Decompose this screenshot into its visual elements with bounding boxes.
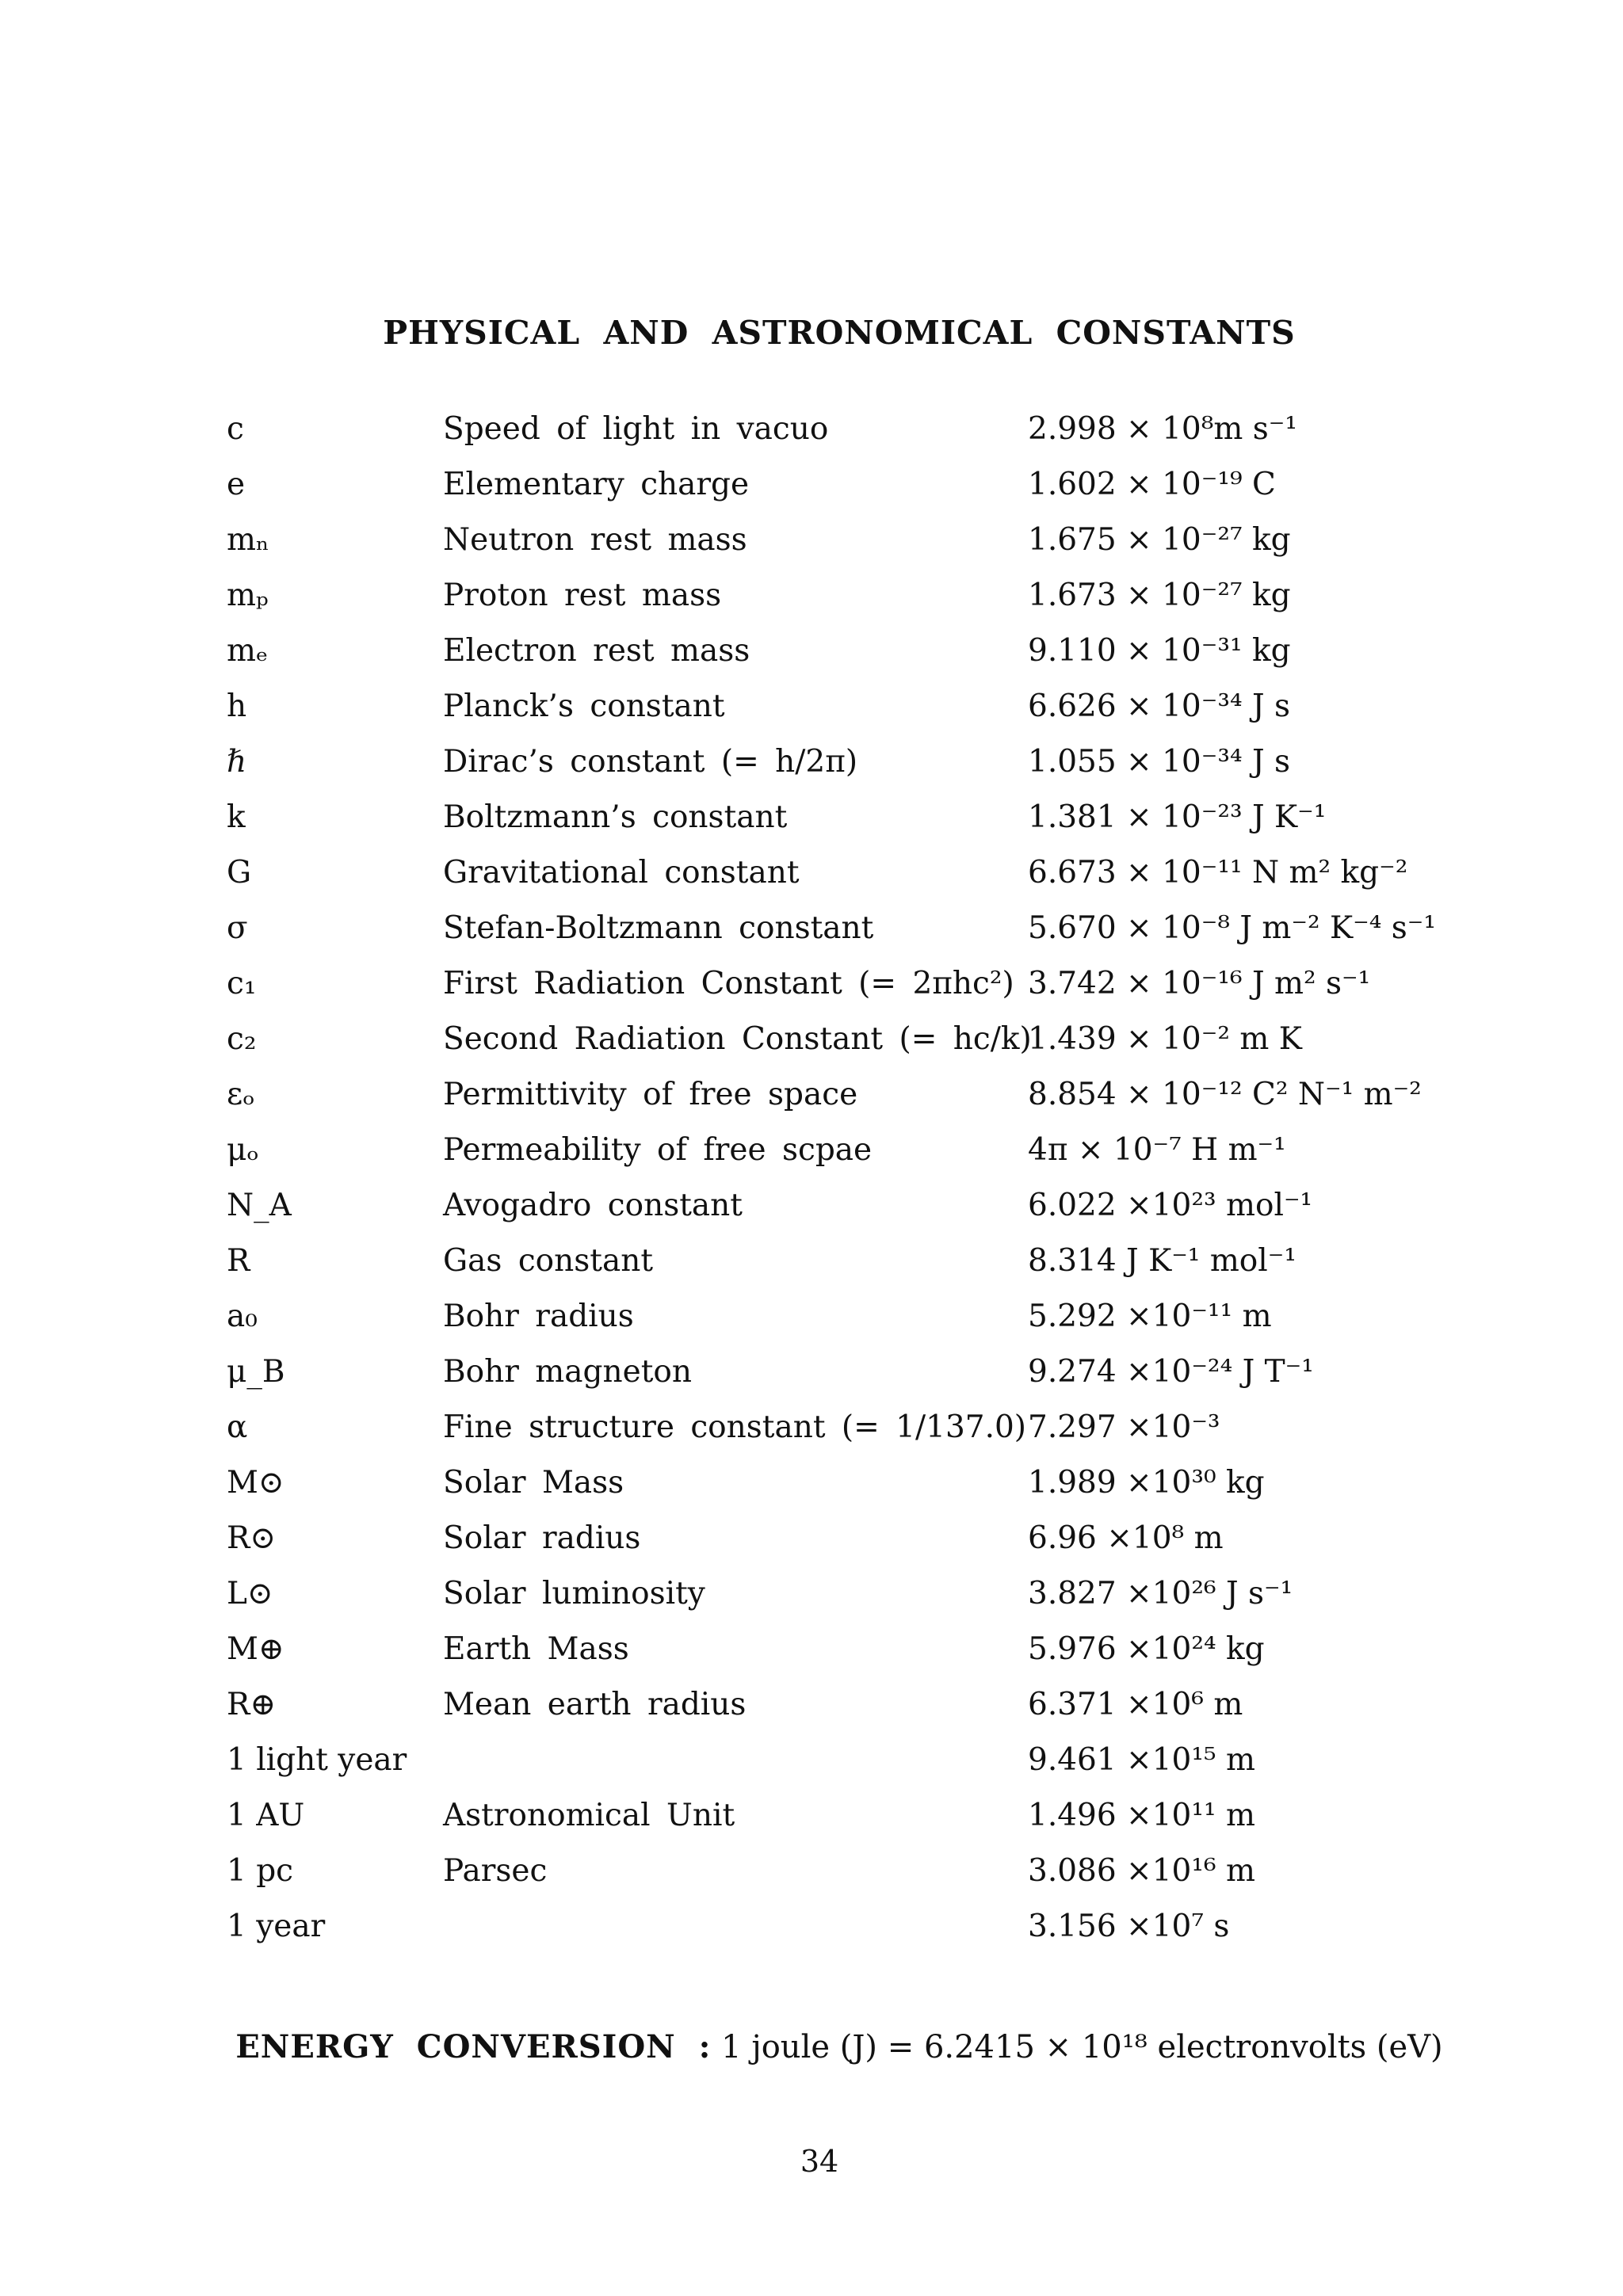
constant-symbol: 1 year <box>227 1909 326 1944</box>
table-row <box>227 1131 1439 1187</box>
constant-value: 5.976 ×10²⁴ kg <box>1028 1631 1265 1667</box>
constant-description: Bohr radius <box>443 1299 634 1334</box>
constant-value: 8.314 J K⁻¹ mol⁻¹ <box>1028 1243 1296 1279</box>
table-row <box>227 1741 1439 1797</box>
table-row <box>227 854 1439 910</box>
table-row <box>227 1852 1439 1908</box>
constant-symbol: mₑ <box>227 633 269 669</box>
table-row <box>227 1908 1439 1963</box>
constant-description: Earth Mass <box>443 1631 629 1667</box>
constant-description: Bohr magneton <box>443 1354 692 1390</box>
table-row <box>227 1464 1439 1520</box>
table-row <box>227 688 1439 743</box>
constant-symbol: 1 AU <box>227 1798 305 1833</box>
table-row <box>227 1520 1439 1575</box>
table-row <box>227 1353 1439 1409</box>
constant-value: 1.439 × 10⁻² m K <box>1028 1021 1302 1057</box>
constant-value: 1.496 ×10¹¹ m <box>1028 1798 1255 1833</box>
constant-symbol: N_A <box>227 1188 292 1223</box>
page-title: PHYSICAL AND ASTRONOMICAL CONSTANTS <box>383 314 1296 352</box>
constant-description: Permittivity of free space <box>443 1077 858 1112</box>
constant-description: Electron rest mass <box>443 633 750 669</box>
table-row <box>227 743 1439 799</box>
constant-symbol: e <box>227 467 246 502</box>
constant-description: Mean earth radius <box>443 1687 747 1722</box>
constant-value: 6.371 ×10⁶ m <box>1028 1687 1243 1722</box>
constant-symbol: M⊙ <box>227 1465 285 1501</box>
energy-conversion-label: ENERGY CONVERSION : <box>235 2028 712 2065</box>
constant-symbol: c₁ <box>227 966 257 1001</box>
constant-symbol: G <box>227 855 252 891</box>
constant-description: Solar luminosity <box>443 1576 705 1611</box>
constant-description: Speed of light in vacuo <box>443 411 829 447</box>
constant-value: 7.297 ×10⁻³ <box>1028 1409 1220 1445</box>
table-row <box>227 577 1439 632</box>
table-row <box>227 1409 1439 1464</box>
constant-description: Planck’s constant <box>443 688 725 724</box>
constant-description: Boltzmann’s constant <box>443 799 788 835</box>
constant-symbol: c₂ <box>227 1021 257 1057</box>
constant-symbol: μ_B <box>227 1354 285 1390</box>
constant-description: Gas constant <box>443 1243 653 1279</box>
constant-description: Proton rest mass <box>443 578 722 613</box>
constant-description: Permeability of free scpae <box>443 1132 873 1168</box>
table-row <box>227 910 1439 965</box>
table-row <box>227 965 1439 1020</box>
table-row <box>227 1187 1439 1242</box>
constant-description: Stefan-Boltzmann constant <box>443 910 874 946</box>
constant-description: Neutron rest mass <box>443 522 747 558</box>
constant-symbol: h <box>227 688 247 724</box>
constant-description: Elementary charge <box>443 467 750 502</box>
constant-symbol: R⊙ <box>227 1520 277 1556</box>
constant-value: 1.602 × 10⁻¹⁹ C <box>1028 467 1276 502</box>
constant-value: 5.292 ×10⁻¹¹ m <box>1028 1299 1272 1334</box>
constant-value: 2.998 × 10⁸m s⁻¹ <box>1028 411 1297 447</box>
constant-symbol: σ <box>227 910 248 946</box>
constant-symbol: εₒ <box>227 1077 255 1112</box>
constant-description: Parsec <box>443 1853 548 1889</box>
constant-symbol: 1 light year <box>227 1742 407 1778</box>
constant-value: 1.989 ×10³⁰ kg <box>1028 1465 1265 1501</box>
constant-symbol: α <box>227 1409 248 1445</box>
constant-symbol: 1 pc <box>227 1853 294 1889</box>
constant-value: 9.274 ×10⁻²⁴ J T⁻¹ <box>1028 1354 1314 1390</box>
table-row <box>227 1020 1439 1076</box>
constant-description: Dirac’s constant (= h/2π) <box>443 744 858 780</box>
table-row <box>227 1298 1439 1353</box>
constant-description: Solar radius <box>443 1520 641 1556</box>
constant-symbol: μₒ <box>227 1132 259 1168</box>
table-row <box>227 1076 1439 1131</box>
constant-value: 3.086 ×10¹⁶ m <box>1028 1853 1255 1889</box>
table-row <box>227 410 1439 466</box>
constant-description: Astronomical Unit <box>443 1798 735 1833</box>
constant-value: 3.827 ×10²⁶ J s⁻¹ <box>1028 1576 1293 1611</box>
constant-value: 4π × 10⁻⁷ H m⁻¹ <box>1028 1132 1286 1168</box>
table-row <box>227 799 1439 854</box>
table-row <box>227 466 1439 521</box>
constant-value: 9.110 × 10⁻³¹ kg <box>1028 633 1291 669</box>
constant-value: 6.673 × 10⁻¹¹ N m² kg⁻² <box>1028 855 1408 891</box>
constant-value: 1.675 × 10⁻²⁷ kg <box>1028 522 1291 558</box>
constant-symbol: k <box>227 799 246 835</box>
constant-value: 3.742 × 10⁻¹⁶ J m² s⁻¹ <box>1028 966 1371 1001</box>
energy-conversion <box>0 2028 1623 2065</box>
constant-description: Solar Mass <box>443 1465 624 1501</box>
constant-value: 1.055 × 10⁻³⁴ J s <box>1028 744 1291 780</box>
constant-value: 6.626 × 10⁻³⁴ J s <box>1028 688 1291 724</box>
constant-description: Fine structure constant (= 1/137.0) <box>443 1409 1026 1445</box>
table-row <box>227 1797 1439 1852</box>
constant-symbol: R <box>227 1243 250 1279</box>
constant-value: 6.96 ×10⁸ m <box>1028 1520 1224 1556</box>
constant-symbol: M⊕ <box>227 1631 285 1667</box>
constant-value: 5.670 × 10⁻⁸ J m⁻² K⁻⁴ s⁻¹ <box>1028 910 1436 946</box>
constant-symbol: R⊕ <box>227 1687 277 1722</box>
constant-value: 6.022 ×10²³ mol⁻¹ <box>1028 1188 1313 1223</box>
table-row <box>227 1686 1439 1741</box>
energy-conversion-text: 1 joule (J) = 6.2415 × 10¹⁸ electronvolts (eV) <box>721 2029 1443 2065</box>
table-row <box>227 632 1439 688</box>
constant-symbol: ℏ <box>227 744 247 780</box>
constant-description: First Radiation Constant (= 2πhc²) <box>443 966 1014 1001</box>
constant-symbol: mₙ <box>227 522 269 558</box>
table-row <box>227 521 1439 577</box>
constant-value: 9.461 ×10¹⁵ m <box>1028 1742 1255 1778</box>
page-number: 34 <box>800 2144 839 2179</box>
table-row <box>227 1630 1439 1686</box>
constant-symbol: c <box>227 411 244 447</box>
constants-table <box>227 410 1439 1963</box>
constant-description: Avogadro constant <box>443 1188 743 1223</box>
constant-symbol: mₚ <box>227 578 269 613</box>
constant-description: Gravitational constant <box>443 855 800 891</box>
table-row <box>227 1575 1439 1630</box>
constant-value: 1.673 × 10⁻²⁷ kg <box>1028 578 1291 613</box>
constant-symbol: L⊙ <box>227 1576 273 1611</box>
constant-value: 3.156 ×10⁷ s <box>1028 1909 1230 1944</box>
constant-symbol: a₀ <box>227 1299 258 1334</box>
constant-value: 1.381 × 10⁻²³ J K⁻¹ <box>1028 799 1327 835</box>
constant-value: 8.854 × 10⁻¹² C² N⁻¹ m⁻² <box>1028 1077 1422 1112</box>
constant-description: Second Radiation Constant (= hc/k) <box>443 1021 1032 1057</box>
table-row <box>227 1242 1439 1298</box>
